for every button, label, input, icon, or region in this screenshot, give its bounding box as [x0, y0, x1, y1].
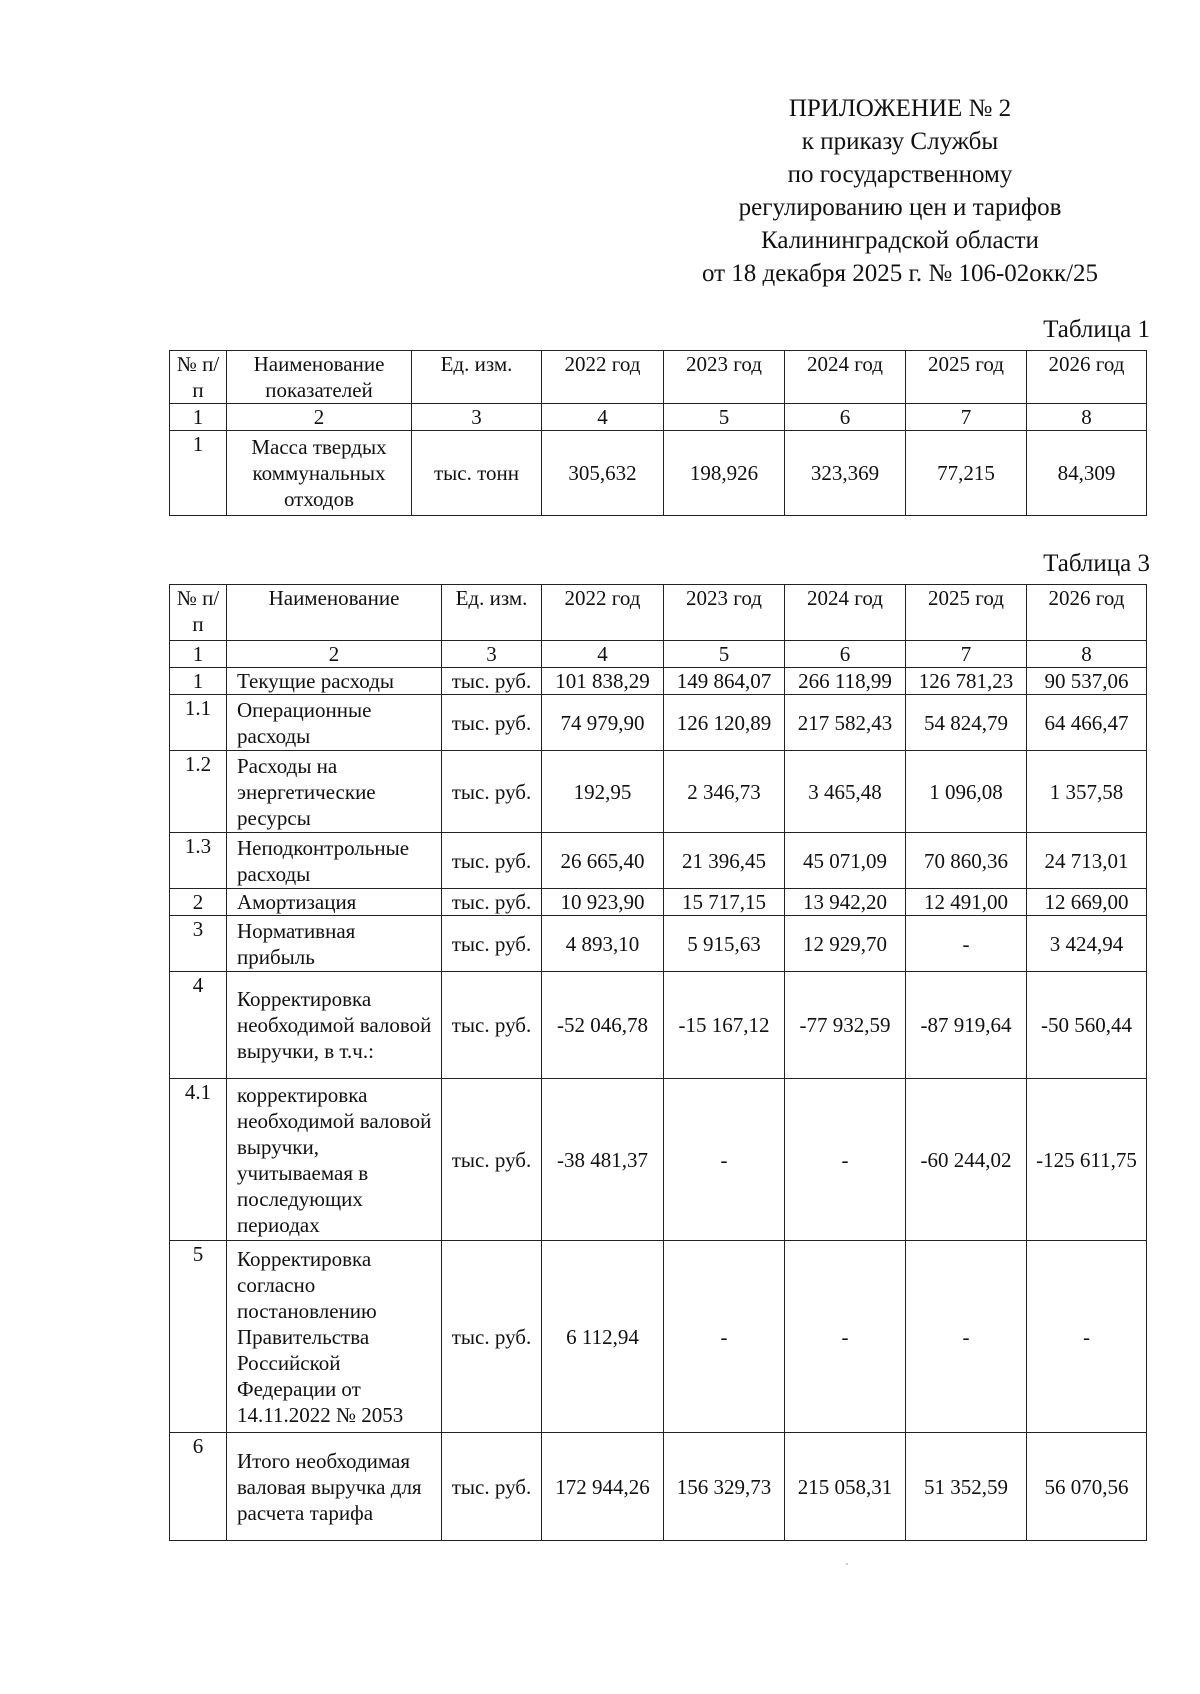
header-cell: 2025 год: [906, 585, 1027, 641]
value-cell: 84,309: [1027, 431, 1147, 516]
value-cell: 5 915,63: [664, 916, 785, 972]
header-line: по государственному: [787, 161, 1013, 188]
row-number-cell: 1: [170, 431, 227, 516]
unit-cell: тыс. руб.: [442, 833, 542, 889]
header-cell: 2024 год: [785, 585, 906, 641]
value-cell: 56 070,56: [1027, 1433, 1147, 1541]
header-cell: 2024 год: [785, 351, 906, 404]
row-name-cell: Амортизация: [227, 889, 442, 916]
value-cell: 64 466,47: [1027, 695, 1147, 751]
table-header-row: [170, 585, 1147, 641]
value-cell: 266 118,99: [785, 668, 906, 695]
value-cell: -: [785, 1241, 906, 1433]
value-cell: 10 923,90: [542, 889, 664, 916]
row-number-cell: 4.1: [170, 1079, 227, 1241]
header-cell: Ед. изм.: [412, 351, 542, 404]
column-number-cell: 6: [785, 641, 906, 668]
row-name-cell: Расходы на энергетические ресурсы: [227, 751, 442, 833]
value-cell: -: [1027, 1241, 1147, 1433]
table1-caption: Таблица 1: [1043, 316, 1150, 343]
value-cell: 21 396,45: [664, 833, 785, 889]
header-cell: 2022 год: [542, 351, 664, 404]
unit-cell: тыс. руб.: [442, 972, 542, 1079]
value-cell: 126 120,89: [664, 695, 785, 751]
value-cell: 1 357,58: [1027, 751, 1147, 833]
value-cell: -50 560,44: [1027, 972, 1147, 1079]
header-line: к приказу Службы: [801, 128, 999, 155]
row-name-text: Неподконтрольные расходы: [237, 835, 410, 886]
unit-cell: тыс. руб.: [442, 1433, 542, 1541]
header-cell: 2023 год: [664, 585, 785, 641]
column-number-cell: 1: [170, 641, 227, 668]
value-cell: 215 058,31: [785, 1433, 906, 1541]
value-cell: 126 781,23: [906, 668, 1027, 695]
value-cell: -77 932,59: [785, 972, 906, 1079]
value-cell: 26 665,40: [542, 833, 664, 889]
value-cell: -87 919,64: [906, 972, 1027, 1079]
value-cell: -: [664, 1241, 785, 1433]
column-number-cell: 4: [542, 641, 664, 668]
row-name-cell: Нормативная прибыль: [227, 916, 442, 972]
row-number-cell: 2: [170, 889, 227, 916]
header-line: ПРИЛОЖЕНИЕ № 2: [788, 95, 1012, 122]
value-cell: -60 244,02: [906, 1079, 1027, 1241]
table-row: [170, 889, 1147, 916]
value-cell: 13 942,20: [785, 889, 906, 916]
value-cell: 51 352,59: [906, 1433, 1027, 1541]
value-cell: 101 838,29: [542, 668, 664, 695]
value-cell: 149 864,07: [664, 668, 785, 695]
table-row: [170, 1433, 1147, 1541]
column-number-cell: 7: [906, 641, 1027, 668]
unit-cell: тыс. руб.: [442, 695, 542, 751]
value-cell: 54 824,79: [906, 695, 1027, 751]
header-cell: Наименование: [227, 585, 442, 641]
value-cell: 3 465,48: [785, 751, 906, 833]
column-number-row: [170, 404, 1147, 431]
row-number-cell: 1.1: [170, 695, 227, 751]
column-number-cell: 2: [227, 641, 442, 668]
column-number-cell: 5: [664, 641, 785, 668]
value-cell: -: [664, 1079, 785, 1241]
value-cell: 3 424,94: [1027, 916, 1147, 972]
value-cell: 305,632: [542, 431, 664, 516]
table-3: [169, 584, 1147, 1541]
table-1: [169, 350, 1147, 516]
table-row: [170, 668, 1147, 695]
value-cell: 74 979,90: [542, 695, 664, 751]
unit-cell: тыс. руб.: [442, 1241, 542, 1433]
header-line: от 18 декабря 2025 г. № 106-02окк/25: [701, 260, 1099, 287]
row-number-cell: 6: [170, 1433, 227, 1541]
column-number-cell: 8: [1027, 404, 1147, 431]
header-cell: 2026 год: [1027, 351, 1147, 404]
unit-cell: тыс. тонн: [412, 431, 542, 516]
value-cell: 1 096,08: [906, 751, 1027, 833]
value-cell: 45 071,09: [785, 833, 906, 889]
table-row: [170, 695, 1147, 751]
row-number-cell: 1.2: [170, 751, 227, 833]
value-cell: 156 329,73: [664, 1433, 785, 1541]
row-number-cell: 3: [170, 916, 227, 972]
value-cell: 6 112,94: [542, 1241, 664, 1433]
value-cell: -125 611,75: [1027, 1079, 1147, 1241]
column-number-cell: 4: [542, 404, 664, 431]
row-name-cell: Текущие расходы: [227, 668, 442, 695]
column-number-cell: 2: [227, 404, 412, 431]
header-line: Калининградской области: [761, 227, 1039, 254]
row-number-cell: 1: [170, 668, 227, 695]
value-cell: 192,95: [542, 751, 664, 833]
row-name-cell: корректировка необходимой валовой выручки, учитываемая в последующих периодах: [227, 1079, 442, 1241]
row-number-cell: 1.3: [170, 833, 227, 889]
row-name-cell: [227, 833, 442, 889]
header-cell: 2022 год: [542, 585, 664, 641]
value-cell: 77,215: [906, 431, 1027, 516]
row-number-cell: 4: [170, 972, 227, 1079]
value-cell: 15 717,15: [664, 889, 785, 916]
column-number-cell: 1: [170, 404, 227, 431]
table-row: [170, 751, 1147, 833]
value-cell: 24 713,01: [1027, 833, 1147, 889]
unit-cell: тыс. руб.: [442, 889, 542, 916]
value-cell: -: [785, 1079, 906, 1241]
value-cell: 2 346,73: [664, 751, 785, 833]
row-name-cell: Корректировка согласно постановлению Правительства Российской Федерации от 14.11.2022 № 2053: [227, 1241, 442, 1433]
unit-cell: тыс. руб.: [442, 916, 542, 972]
column-number-row: [170, 641, 1147, 668]
unit-cell: тыс. руб.: [442, 668, 542, 695]
value-cell: 323,369: [785, 431, 906, 516]
value-cell: 12 491,00: [906, 889, 1027, 916]
value-cell: 172 944,26: [542, 1433, 664, 1541]
header-cell: 2023 год: [664, 351, 785, 404]
value-cell: -52 046,78: [542, 972, 664, 1079]
column-number-cell: 6: [785, 404, 906, 431]
row-name-cell: Итого необходимая валовая выручка для расчета тарифа: [227, 1433, 442, 1541]
header-line: регулированию цен и тарифов: [738, 194, 1062, 221]
header-cell: Ед. изм.: [442, 585, 542, 641]
header-cell: 2026 год: [1027, 585, 1147, 641]
table-row: [170, 1079, 1147, 1241]
value-cell: 198,926: [664, 431, 785, 516]
value-cell: 12 929,70: [785, 916, 906, 972]
value-cell: 12 669,00: [1027, 889, 1147, 916]
scan-speck: [846, 1563, 848, 1565]
header-cell: № п/п: [170, 351, 227, 404]
value-cell: -15 167,12: [664, 972, 785, 1079]
column-number-cell: 3: [412, 404, 542, 431]
value-cell: 217 582,43: [785, 695, 906, 751]
header-cell: Наименование показателей: [227, 351, 412, 404]
value-cell: -: [906, 916, 1027, 972]
header-cell: № п/п: [170, 585, 227, 641]
table-row: [170, 1241, 1147, 1433]
value-cell: 90 537,06: [1027, 668, 1147, 695]
table3-caption: Таблица 3: [1043, 550, 1150, 577]
column-number-cell: 5: [664, 404, 785, 431]
value-cell: 4 893,10: [542, 916, 664, 972]
row-name-cell: Операционные расходы: [227, 695, 442, 751]
column-number-cell: 3: [442, 641, 542, 668]
header-cell: 2025 год: [906, 351, 1027, 404]
value-cell: -38 481,37: [542, 1079, 664, 1241]
table-header-row: [170, 351, 1147, 404]
document-header: [640, 92, 1160, 290]
table-row: [170, 972, 1147, 1079]
unit-cell: тыс. руб.: [442, 1079, 542, 1241]
table-row: [170, 916, 1147, 972]
column-number-cell: 7: [906, 404, 1027, 431]
value-cell: -: [906, 1241, 1027, 1433]
row-name-cell: Корректировка необходимой валовой выручки, в т.ч.:: [227, 972, 442, 1079]
unit-cell: тыс. руб.: [442, 751, 542, 833]
table-row: [170, 431, 1147, 516]
column-number-cell: 8: [1027, 641, 1147, 668]
table-row: [170, 833, 1147, 889]
value-cell: 70 860,36: [906, 833, 1027, 889]
row-number-cell: 5: [170, 1241, 227, 1433]
row-name-cell: Масса твердых коммунальных отходов: [227, 431, 412, 516]
